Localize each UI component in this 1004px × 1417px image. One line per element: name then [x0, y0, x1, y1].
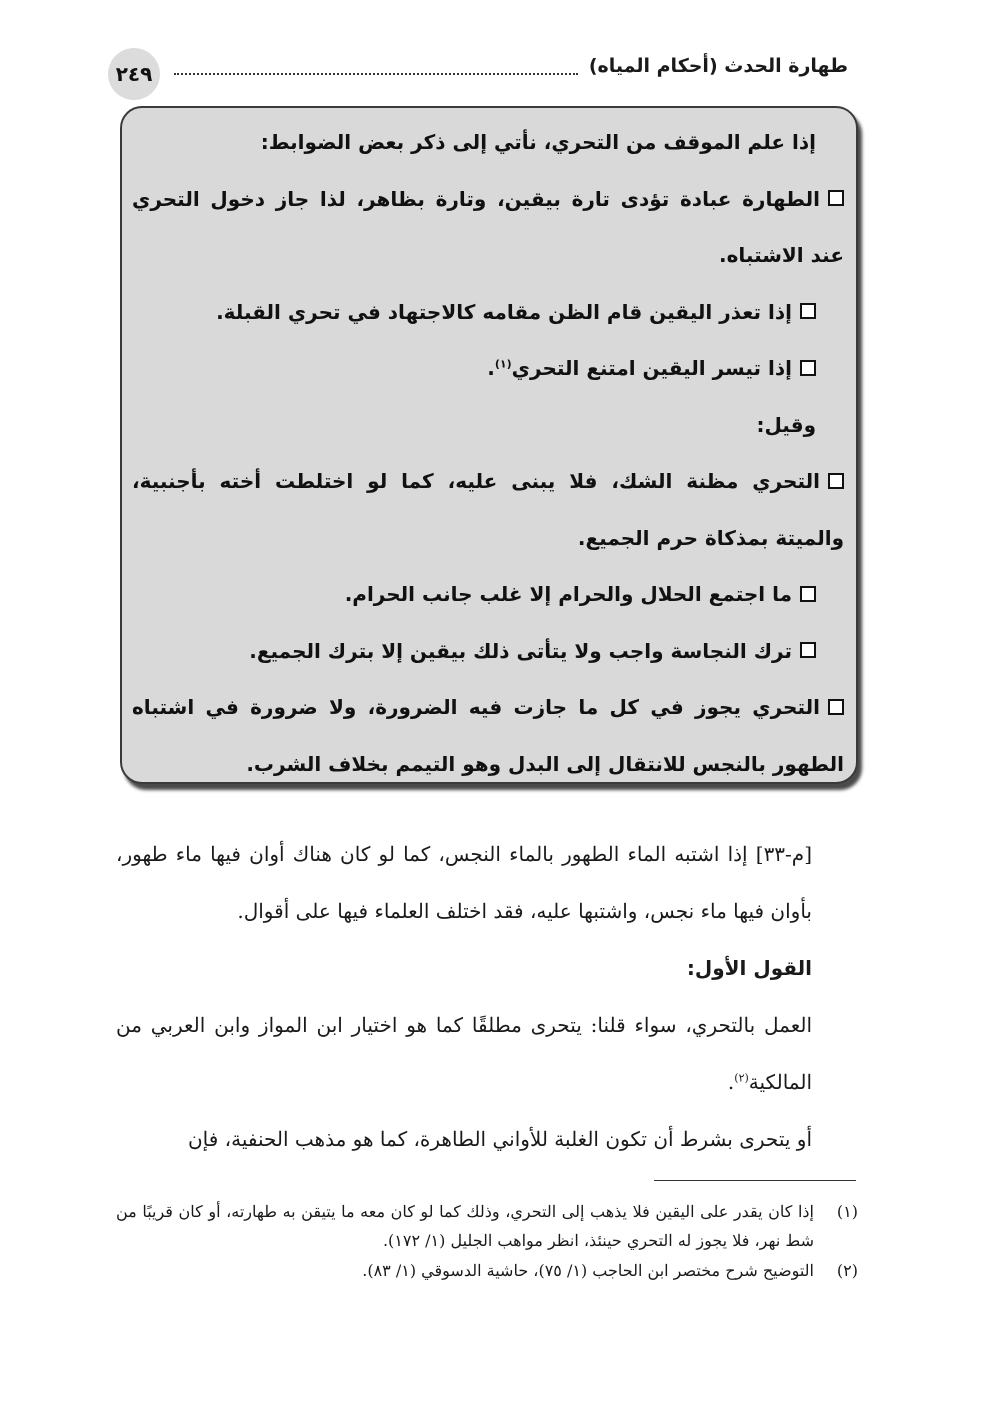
footnote	[116, 1197, 858, 1255]
rule-item	[132, 623, 844, 680]
paragraph	[116, 997, 858, 1111]
footnote-number: (٢)	[836, 1261, 858, 1280]
checkbox-icon	[800, 586, 816, 602]
rule-text: إذا تيسر اليقين امتنع التحري	[511, 356, 792, 380]
footnotes	[116, 1197, 858, 1286]
rule-text: التحري مظنة الشك، فلا يبنى عليه، كما لو اختلطت أخته بأجنبية، والميتة بمذكاة حرم الجميع.	[132, 469, 844, 550]
footnote-ref[interactable]: (٢)	[734, 1071, 749, 1085]
paragraph-end: .	[727, 1070, 735, 1094]
rule-text: ترك النجاسة واجب ولا يتأتى ذلك بيقين إلا بترك الجميع.	[249, 638, 792, 663]
section-heading: القول الأول:	[686, 956, 812, 980]
rule-item	[132, 171, 844, 284]
rule-item	[132, 453, 844, 566]
rules-box	[120, 106, 858, 784]
rule-text: التحري يجوز في كل ما جازت فيه الضرورة، ولا ضرورة في اشتباه الطهور بالنجس للانتقال إلى البدل وهو التيمم بخلاف الشرب.	[132, 695, 844, 776]
footnote-number: (١)	[836, 1202, 858, 1221]
footnote-divider	[654, 1180, 856, 1181]
rule-text: إذا تعذر اليقين قام الظن مقامه كالاجتهاد في تحري القبلة.	[216, 299, 792, 324]
paragraph-text: العمل بالتحري، سواء قلنا: يتحرى مطلقًا كما هو اختيار ابن المواز وابن العربي من المالكية	[116, 1013, 812, 1094]
rule-end: .	[487, 356, 495, 380]
page-number: ٢٤٩	[108, 48, 160, 100]
rule-item	[132, 284, 844, 341]
rule-text: الطهارة عبادة تؤدى تارة بيقين، وتارة بظاهر، لذا جاز دخول التحري عند الاشتباه.	[132, 186, 844, 267]
rule-item	[132, 566, 844, 623]
rule-text: ما اجتمع الحلال والحرام إلا غلب جانب الحرام.	[344, 582, 792, 606]
running-title: طهارة الحدث (أحكام المياه)	[588, 55, 848, 77]
dotted-leader	[174, 73, 578, 75]
rule-item	[132, 679, 844, 792]
checkbox-icon	[828, 190, 844, 206]
paragraph: [م-٣٣] إذا اشتبه الماء الطهور بالماء النجس، كما لو كان هناك أوان فيها ماء طهور، بأوان فيها ماء نجس، واشتبها عليه، فقد اختلف العلماء فيها على أقوال.	[116, 842, 812, 923]
checkbox-icon	[800, 360, 816, 376]
footnote-text: إذا كان يقدر على اليقين فلا يذهب إلى التحري، وذلك كما لو كان معه ما يتيقن به طهارته، أو كان قريبًا من شط نهر، فلا يجوز له التحري حينئذ، انظر مواهب الجليل (١/ ١٧٢).	[116, 1202, 814, 1250]
footnote-text: التوضيح شرح مختصر ابن الحاجب (١/ ٧٥)، حاشية الدسوقي (١/ ٨٣).	[362, 1261, 814, 1280]
footnote-ref[interactable]: (١)	[494, 357, 512, 371]
paragraph: أو يتحرى بشرط أن تكون الغلبة للأواني الطاهرة، كما هو مذهب الحنفية، فإن	[187, 1127, 812, 1151]
page-header	[108, 48, 848, 100]
checkbox-icon	[828, 473, 844, 489]
box-qila: وقيل:	[756, 412, 816, 437]
checkbox-icon	[828, 699, 844, 715]
checkbox-icon	[800, 303, 816, 319]
main-text	[116, 826, 858, 1168]
checkbox-icon	[800, 642, 816, 658]
footnote	[116, 1256, 858, 1285]
rule-item	[132, 340, 844, 397]
box-intro: إذا علم الموقف من التحري، نأتي إلى ذكر بعض الضوابط:	[260, 130, 816, 154]
